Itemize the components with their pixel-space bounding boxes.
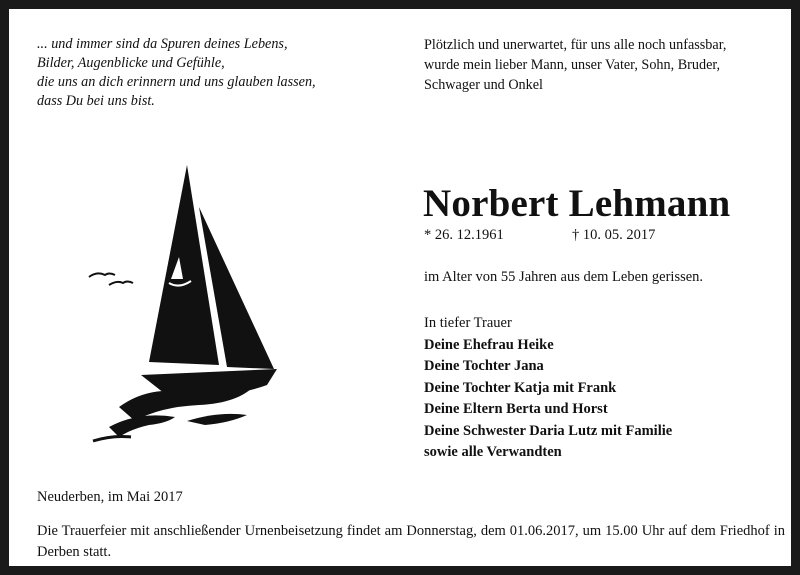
mourner-name: sowie alle Verwandten <box>424 444 562 460</box>
intro-line: wurde mein lieber Mann, unser Vater, Sohn, Bruder, <box>424 57 721 73</box>
quote-line: ... und immer sind da Spuren deines Lebens, <box>37 36 288 52</box>
quote-line: Bilder, Augenblicke und Gefühle, <box>37 55 225 71</box>
mourners-lead: In tiefer Trauer <box>424 315 512 331</box>
place-date: Neuderben, im Mai 2017 <box>37 489 183 505</box>
mourner-name: Deine Eltern Berta und Horst <box>424 401 608 417</box>
mourner-name: Deine Tochter Jana <box>424 358 544 374</box>
deceased-name: Norbert Lehmann <box>423 182 731 225</box>
quote-line: dass Du bei uns bist. <box>37 93 155 109</box>
wave <box>109 415 175 437</box>
funeral-notice: Die Trauerfeier mit anschließender Urnenbeisetzung findet am Donnerstag, dem 01.06.2017, um 15.00 Uhr auf dem Friedhof in Derben statt. <box>37 523 785 560</box>
mourner-name: Deine Tochter Katja mit Frank <box>424 379 617 396</box>
bird-icon <box>89 273 115 277</box>
intro-line: Plötzlich und unerwartet, für uns alle noch unfassbar, <box>424 37 727 53</box>
announcement-intro <box>424 35 784 95</box>
age-statement: im Alter von 55 Jahren aus dem Leben gerissen. <box>424 269 704 285</box>
mourners-list <box>424 313 672 464</box>
death-date: † 10. 05. 2017 <box>572 227 656 243</box>
mourner-name: Deine Ehefrau Heike <box>424 336 554 353</box>
main-sail <box>149 165 219 365</box>
quote-line: die uns an dich erinnern und uns glauben lassen, <box>37 74 316 90</box>
memorial-quote <box>37 35 377 111</box>
sailboat-icon <box>79 159 289 444</box>
wave <box>93 437 131 442</box>
wave <box>187 414 247 425</box>
mourner-name: Deine Schwester Daria Lutz mit Familie <box>424 422 673 439</box>
bird-icon <box>109 282 133 286</box>
intro-line: Schwager und Onkel <box>424 77 543 93</box>
birth-date: * 26. 12.1961 <box>424 227 504 243</box>
